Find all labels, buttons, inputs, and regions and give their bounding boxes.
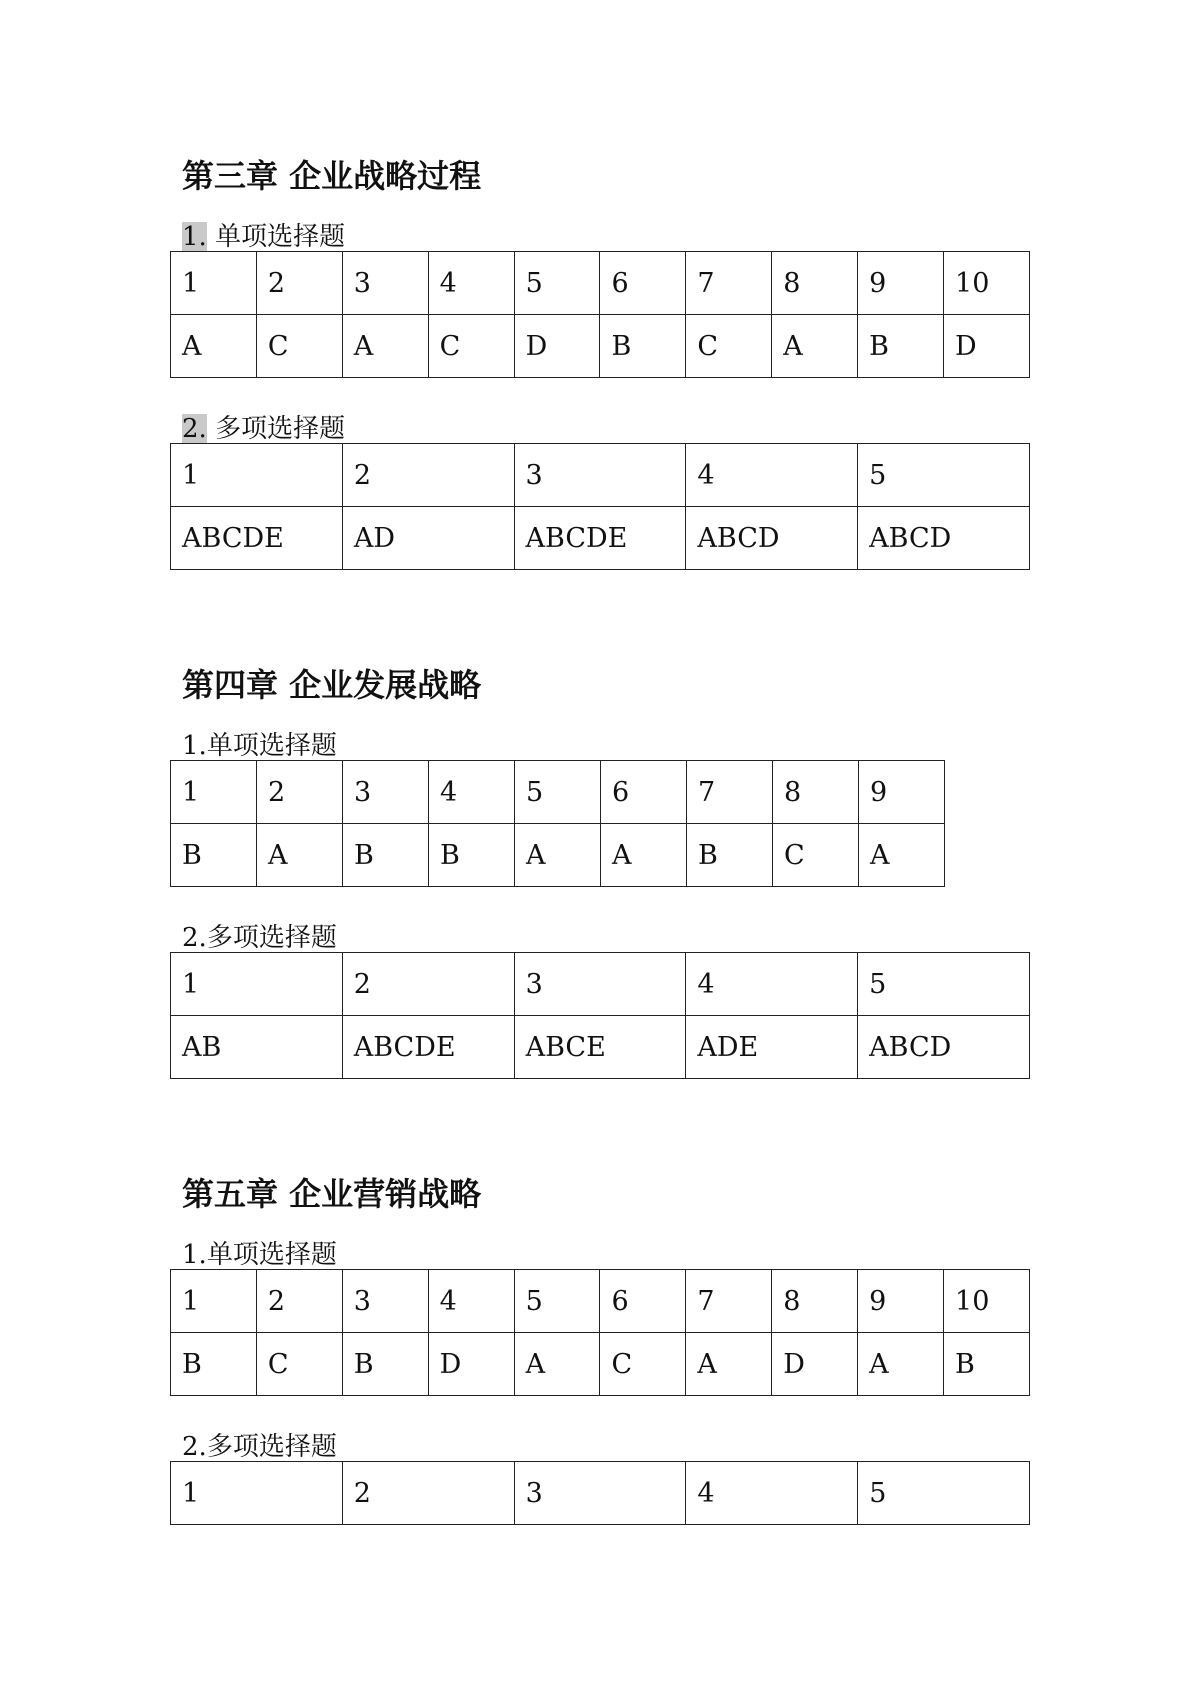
section-number: 2. [182,414,207,444]
question-number-cell: 10 [944,1270,1030,1333]
question-number-cell: 4 [428,252,514,315]
answer-cell: A [686,1333,772,1396]
answer-cell: A [772,315,858,378]
question-number-cell: 2 [256,252,342,315]
question-number-cell: 6 [601,761,687,824]
question-number-cell: 4 [686,1462,858,1525]
answer-cell: D [428,1333,514,1396]
question-number-cell: 3 [343,761,429,824]
answer-cell: B [858,315,944,378]
multiple-choice-heading [182,1430,337,1464]
question-number-cell: 4 [686,444,858,507]
answer-row [171,824,945,887]
answer-cell: ABCDE [342,1016,514,1079]
question-number-row [171,1462,1030,1525]
multiple-choice-heading [182,412,345,446]
multiple-choice-table [170,952,1030,1079]
question-number-cell: 3 [342,252,428,315]
question-number-cell: 1 [171,761,257,824]
multiple-choice-heading [182,921,337,955]
question-number-cell: 3 [514,953,686,1016]
answer-cell: B [600,315,686,378]
answer-cell: ABCD [858,1016,1030,1079]
answer-row [171,1016,1030,1079]
answer-cell: B [429,824,515,887]
answer-cell: A [342,315,428,378]
question-number-row [171,953,1030,1016]
single-choice-heading [182,220,345,254]
answer-cell: ABCD [858,507,1030,570]
answer-cell: B [944,1333,1030,1396]
question-number-cell: 8 [772,252,858,315]
answer-cell: B [687,824,773,887]
question-number-cell: 6 [600,1270,686,1333]
answer-cell: C [256,1333,342,1396]
single-choice-heading [182,1238,337,1272]
section-label: 多项选择题 [206,923,337,953]
answer-cell: C [773,824,859,887]
answer-cell: ABCDE [171,507,343,570]
question-number-cell: 7 [687,761,773,824]
question-number-cell: 1 [171,1270,257,1333]
multiple-choice-table [170,1461,1030,1525]
answer-cell: AB [171,1016,343,1079]
question-number-cell: 4 [428,1270,514,1333]
question-number-cell: 7 [686,1270,772,1333]
question-number-cell: 3 [514,1462,686,1525]
question-number-cell: 3 [514,444,686,507]
question-number-cell: 5 [858,444,1030,507]
question-number-cell: 2 [257,761,343,824]
question-number-cell: 8 [773,761,859,824]
chapter-title: 第五章 企业营销战略 [182,1175,482,1213]
section-number: 1. [182,1240,207,1270]
question-number-cell: 9 [858,1270,944,1333]
answer-row [171,1333,1030,1396]
answer-cell: ABCD [686,507,858,570]
question-number-cell: 5 [514,1270,600,1333]
section-label: 单项选择题 [206,222,346,252]
answer-cell: B [343,824,429,887]
single-choice-heading [182,729,337,763]
chapter-title: 第三章 企业战略过程 [182,157,482,195]
question-number-cell: 2 [342,1462,514,1525]
question-number-cell: 4 [686,953,858,1016]
multiple-choice-table [170,443,1030,570]
question-number-row [171,1270,1030,1333]
answer-cell: A [858,1333,944,1396]
question-number-cell: 9 [858,252,944,315]
question-number-cell: 1 [171,953,343,1016]
section-number: 1. [182,222,207,252]
answer-cell: ABCE [514,1016,686,1079]
question-number-row [171,444,1030,507]
answer-cell: D [514,315,600,378]
answer-cell: A [515,824,601,887]
answer-row [171,315,1030,378]
single-choice-table [170,251,1030,378]
question-number-cell: 9 [859,761,945,824]
answer-row [171,507,1030,570]
single-choice-table [170,1269,1030,1396]
question-number-cell: 5 [858,953,1030,1016]
answer-cell: A [514,1333,600,1396]
section-label: 多项选择题 [206,414,346,444]
answer-cell: C [256,315,342,378]
section-number: 2. [182,1432,207,1462]
question-number-cell: 3 [342,1270,428,1333]
section-label: 单项选择题 [206,731,337,761]
section-label: 多项选择题 [206,1432,337,1462]
question-number-cell: 1 [171,252,257,315]
answer-cell: C [686,315,772,378]
question-number-cell: 8 [772,1270,858,1333]
answer-cell: B [171,1333,257,1396]
section-label: 单项选择题 [206,1240,337,1270]
chapter-title: 第四章 企业发展战略 [182,666,482,704]
answer-cell: A [171,315,257,378]
question-number-cell: 1 [171,1462,343,1525]
answer-cell: C [600,1333,686,1396]
question-number-cell: 5 [515,761,601,824]
answer-cell: A [859,824,945,887]
answer-cell: D [944,315,1030,378]
answer-cell: B [342,1333,428,1396]
question-number-cell: 7 [686,252,772,315]
question-number-row [171,761,945,824]
answer-cell: ADE [686,1016,858,1079]
single-choice-table [170,760,945,887]
question-number-cell: 1 [171,444,343,507]
question-number-cell: 2 [342,953,514,1016]
question-number-row [171,252,1030,315]
answer-cell: ABCDE [514,507,686,570]
answer-cell: A [601,824,687,887]
section-number: 1. [182,731,207,761]
question-number-cell: 5 [858,1462,1030,1525]
question-number-cell: 4 [429,761,515,824]
answer-cell: B [171,824,257,887]
answer-cell: C [428,315,514,378]
answer-cell: A [257,824,343,887]
answer-cell: AD [342,507,514,570]
question-number-cell: 2 [342,444,514,507]
question-number-cell: 10 [944,252,1030,315]
answer-cell: D [772,1333,858,1396]
question-number-cell: 6 [600,252,686,315]
question-number-cell: 2 [256,1270,342,1333]
section-number: 2. [182,923,207,953]
question-number-cell: 5 [514,252,600,315]
